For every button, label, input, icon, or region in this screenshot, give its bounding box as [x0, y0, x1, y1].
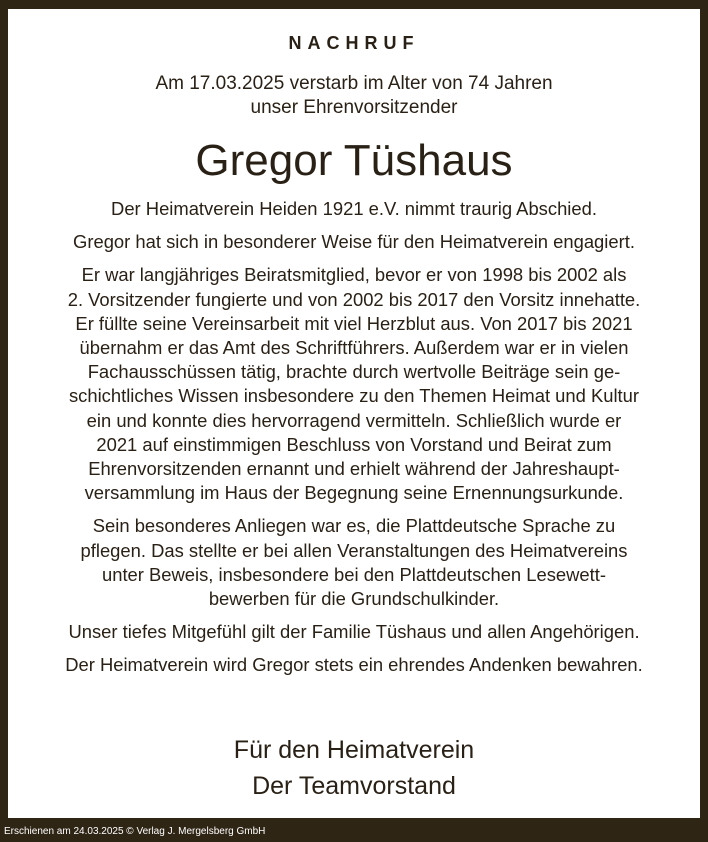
text-line: Der Heimatverein wird Gregor stets ein ehrendes Andenken bewahren. — [65, 654, 643, 676]
text-line: 2. Vorsitzender fungierte und von 2002 bis 2017 den Vorsitz innehatte. — [67, 288, 641, 310]
publication-footer: Erschienen am 24.03.2025 © Verlag J. Mergelsberg GmbH — [4, 826, 266, 837]
text-line: Sein besonderes Anliegen war es, die Plattdeutsche Sprache zu — [92, 515, 616, 537]
paragraph — [8, 263, 700, 505]
text-line: versammlung im Haus der Begegnung seine Ernennungsurkunde. — [84, 482, 624, 504]
text-line: ein und konnte dies hervorragend vermitteln. Schließlich wurde er — [86, 409, 622, 431]
text-line: Ehrenvorsitzenden ernannt und erhielt während der Jahreshaupt- — [88, 458, 620, 480]
text-line: Er füllte seine Vereinsarbeit mit viel Herzblut aus. Von 2017 bis 2021 — [75, 312, 633, 334]
text-line: schichtliches Wissen insbesondere zu den Themen Heimat und Kultur — [68, 385, 640, 407]
notice-heading: NACHRUF — [288, 33, 420, 53]
signature-line: Für den Heimatverein — [233, 736, 475, 764]
paragraph — [8, 620, 700, 644]
paragraph — [8, 230, 700, 254]
obituary-notice — [8, 9, 700, 818]
deceased-name: Gregor Tüshaus — [195, 136, 513, 185]
text-line: Der Heimatverein Heiden 1921 e.V. nimmt traurig Abschied. — [111, 198, 597, 219]
lead-line: Am 17.03.2025 verstarb im Alter von 74 Jahren — [155, 73, 553, 94]
signature-line: Der Teamvorstand — [252, 772, 456, 800]
text-line: Unser tiefes Mitgefühl gilt der Familie Tüshaus und allen Angehörigen. — [68, 621, 640, 643]
paragraph — [8, 514, 700, 611]
paragraph — [8, 653, 700, 677]
text-line: bewerben für die Grundschulkinder. — [208, 588, 500, 610]
text-line: übernahm er das Amt des Schriftführers. Außerdem war er in vielen — [79, 337, 629, 359]
text-line: 2021 auf einstimmigen Beschluss von Vorstand und Beirat zum — [96, 433, 612, 455]
text-line: Gregor hat sich in besonderer Weise für den Heimatverein engagiert. — [73, 231, 635, 253]
signature — [8, 732, 700, 804]
paragraph — [8, 197, 700, 221]
text-line: pflegen. Das stellte er bei allen Veranstaltungen des Heimatvereins — [80, 539, 628, 561]
text-line: Er war langjähriges Beiratsmitglied, bevor er von 1998 bis 2002 als — [81, 264, 627, 286]
text-line: Fachausschüssen tätig, brachte durch wertvolle Beiträge sein ge- — [87, 361, 621, 383]
notice-lead — [8, 72, 700, 120]
notice-body — [8, 197, 700, 678]
lead-line: unser Ehrenvorsitzender — [250, 97, 458, 118]
text-line: unter Beweis, insbesondere bei den Plattdeutschen Lesewett- — [101, 563, 607, 585]
